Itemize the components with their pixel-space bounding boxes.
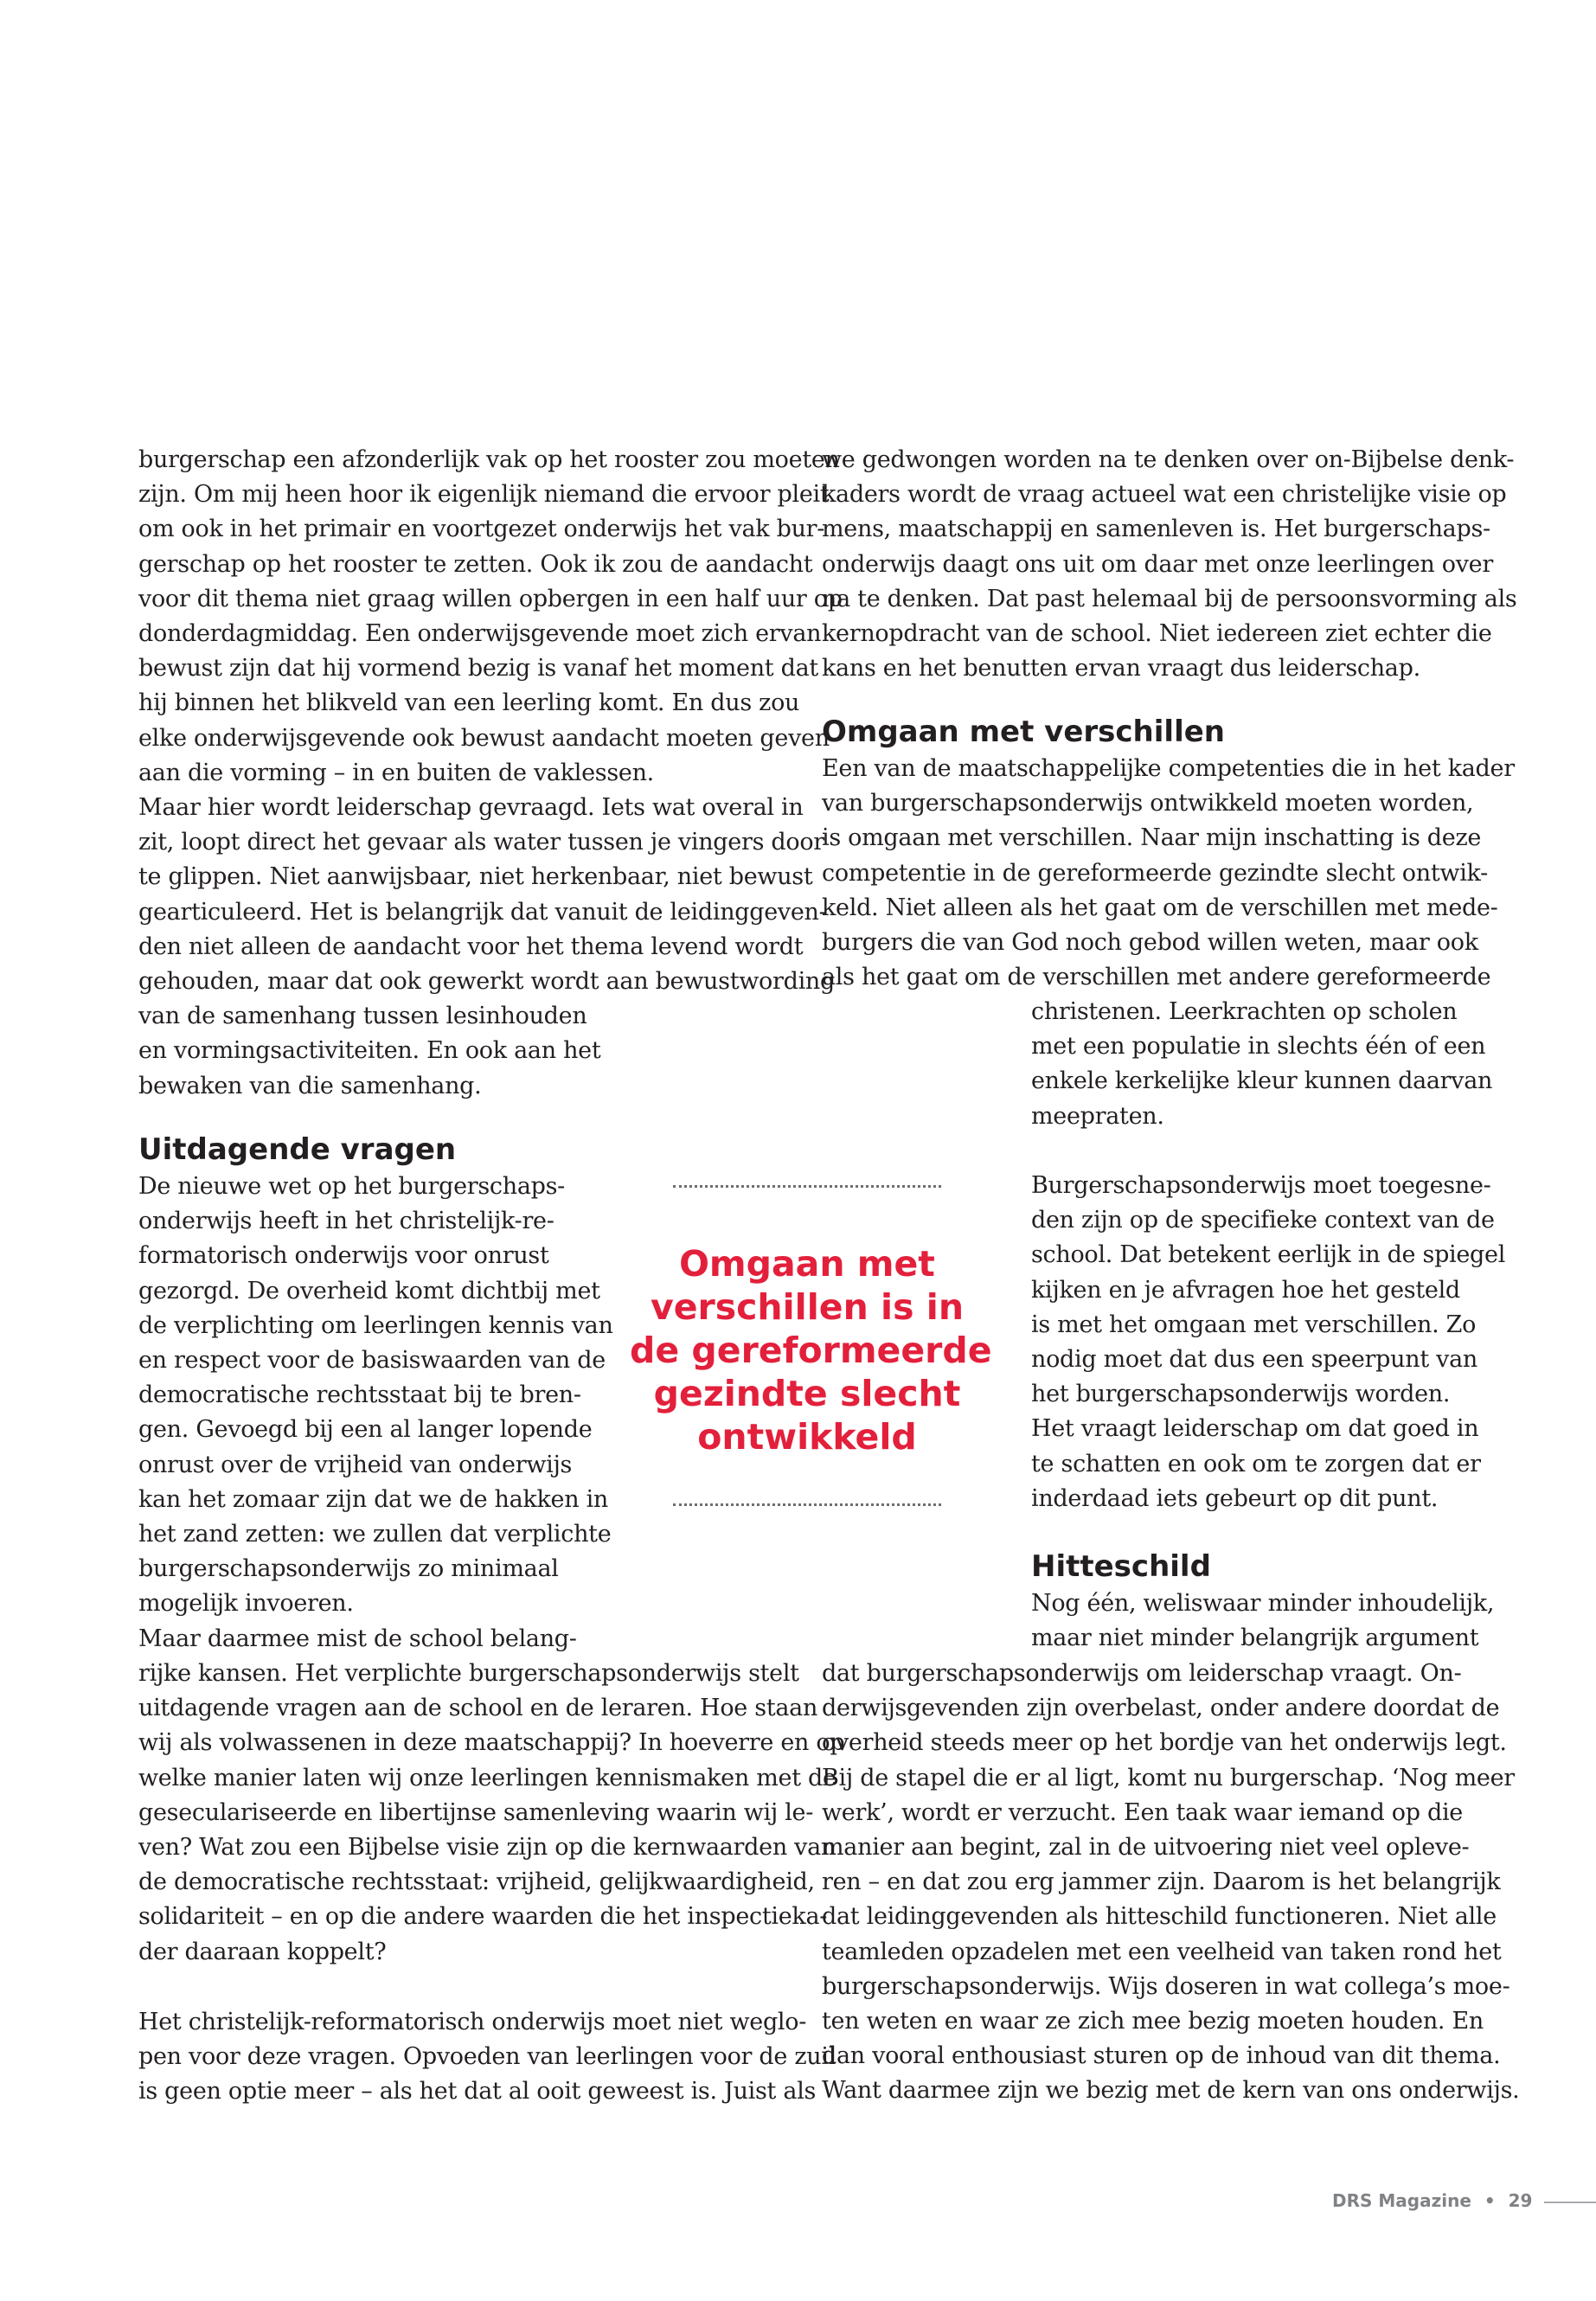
body-text-line: van burgerschapsonderwijs ontwikkeld moeten worden, <box>822 790 1474 817</box>
body-text-line: geseculariseerde en libertijnse samenleving waarin wij le- <box>138 1799 814 1826</box>
body-text-line: democratische rechtsstaat bij te bren- <box>138 1381 581 1408</box>
body-text-line: keld. Niet alleen als het gaat om de verschillen met mede- <box>822 894 1498 921</box>
body-text-line: nodig moet dat dus een speerpunt van <box>1031 1346 1477 1373</box>
body-text-line: te glippen. Niet aanwijsbaar, niet herkenbaar, niet bewust <box>138 863 813 890</box>
pull-quote-line: de gereformeerde <box>630 1330 992 1371</box>
body-text-line: bewaken van die samenhang. <box>138 1073 482 1099</box>
body-text-line: burgerschapsonderwijs. Wijs doseren in wat collega’s moe- <box>822 1973 1510 2000</box>
body-text-line: formatorisch onderwijs voor onrust <box>138 1242 549 1269</box>
body-text-line: school. Dat betekent eerlijk in de spiegel <box>1031 1241 1506 1268</box>
body-text-line: van de samenhang tussen lesinhouden <box>138 1003 587 1029</box>
body-text-line: maar niet minder belangrijk argument <box>1031 1625 1479 1651</box>
body-text-line: manier aan begint, zal in de uitvoering niet veel opleve- <box>822 1834 1470 1861</box>
body-text-line: gearticuleerd. Het is belangrijk dat vanuit de leidinggeven- <box>138 899 827 926</box>
footer-rule <box>1544 2202 1596 2203</box>
body-text-line: teamleden opzadelen met een veelheid van taken rond het <box>822 1939 1502 1965</box>
body-text-line: Het christelijk-reformatorisch onderwijs moet niet weglo- <box>138 2009 807 2035</box>
body-text-line: Maar hier wordt leiderschap gevraagd. Iets wat overal in <box>138 794 804 821</box>
body-text-line: pen voor deze vragen. Opvoeden van leerlingen voor de zuil <box>138 2043 836 2070</box>
body-text-line: competentie in de gereformeerde gezindte slecht ontwik- <box>822 860 1488 887</box>
body-text-line: Nog één, weliswaar minder inhoudelijk, <box>1031 1590 1495 1617</box>
body-text-line: Een van de maatschappelijke competenties die in het kader <box>822 755 1515 782</box>
heading-uitdagende-vragen: Uitdagende vragen <box>138 1132 457 1167</box>
body-text-line: burgerschapsonderwijs zo minimaal <box>138 1555 559 1582</box>
body-text-line: burgerschap een afzonderlijk vak op het rooster zou moeten <box>138 446 840 473</box>
body-text-line: gerschap op het rooster te zetten. Ook ik zou de aandacht <box>138 551 813 578</box>
body-text-line: onderwijs heeft in het christelijk-re- <box>138 1208 554 1234</box>
body-text-line: kijken en je afvragen hoe het gesteld <box>1031 1277 1460 1304</box>
body-text-line: onrust over de vrijheid van onderwijs <box>138 1452 573 1478</box>
body-text-line: Maar daarmee mist de school belang- <box>138 1625 577 1652</box>
body-text-line: gen. Gevoegd bij een al langer lopende <box>138 1416 593 1443</box>
body-text-line: overheid steeds meer op het bordje van het onderwijs legt. <box>822 1729 1507 1756</box>
body-text-line: rijke kansen. Het verplichte burgerschapsonderwijs stelt <box>138 1660 799 1687</box>
body-text-line: dat leidinggevenden als hitteschild functioneren. Niet alle <box>822 1903 1497 1930</box>
body-text-line: met een populatie in slechts één of een <box>1031 1033 1486 1060</box>
heading-hitteschild: Hitteschild <box>1031 1549 1211 1584</box>
body-text-line: onderwijs daagt ons uit om daar met onze leerlingen over <box>822 551 1493 578</box>
body-text-line: na te denken. Dat past helemaal bij de persoonsvorming als <box>822 586 1517 612</box>
body-text-line: en vormingsactiviteiten. En ook aan het <box>138 1037 601 1064</box>
body-text-line: De nieuwe wet op het burgerschaps- <box>138 1173 565 1200</box>
body-text-line: gehouden, maar dat ook gewerkt wordt aan bewustwording <box>138 968 836 995</box>
body-text-line: is omgaan met verschillen. Naar mijn inschatting is deze <box>822 824 1482 851</box>
body-text-line: het burgerschapsonderwijs worden. <box>1031 1381 1451 1407</box>
body-text-line: Het vraagt leiderschap om dat goed in <box>1031 1415 1479 1442</box>
body-text-line: kaders wordt de vraag actueel wat een christelijke visie op <box>822 481 1507 508</box>
body-text-line: het zand zetten: we zullen dat verplichte <box>138 1521 612 1548</box>
page-footer <box>1332 2190 1532 2211</box>
body-text-line: we gedwongen worden na te denken over on-Bijbelse denk- <box>822 446 1515 473</box>
footer-separator: • <box>1484 2190 1496 2211</box>
body-text-line: den niet alleen de aandacht voor het thema levend wordt <box>138 933 804 960</box>
page-number: 29 <box>1508 2190 1533 2211</box>
body-text-line: enkele kerkelijke kleur kunnen daarvan <box>1031 1067 1493 1094</box>
body-text-line: Want daarmee zijn we bezig met de kern van ons onderwijs. <box>822 2077 1520 2104</box>
body-text-line: voor dit thema niet graag willen opbergen in een half uur op <box>138 586 843 612</box>
body-text-line: zit, loopt direct het gevaar als water tussen je vingers door <box>138 829 824 856</box>
body-text-line: mens, maatschappij en samenleven is. Het burgerschaps- <box>822 516 1490 542</box>
pull-quote-line: gezindte slecht <box>653 1373 961 1414</box>
body-text-line: wij als volwassenen in deze maatschappij? In hoeverre en op <box>138 1729 845 1756</box>
pull-quote-top-divider <box>673 1185 941 1188</box>
body-text-line: hij binnen het blikveld van een leerling komt. En dus zou <box>138 689 800 716</box>
pull-quote-bottom-divider <box>673 1503 941 1506</box>
body-text-line: uitdagende vragen aan de school en de leraren. Hoe staan <box>138 1695 818 1721</box>
body-text-line: elke onderwijsgevende ook bewust aandacht moeten geven <box>138 725 830 752</box>
body-text-line: Bij de stapel die er al ligt, komt nu burgerschap. ‘Nog meer <box>822 1765 1515 1791</box>
body-text-line: donderdagmiddag. Een onderwijsgevende moet zich ervan <box>138 620 822 647</box>
body-text-line: de verplichting om leerlingen kennis van <box>138 1312 613 1339</box>
body-text-line: dat burgerschapsonderwijs om leiderschap vraagt. On- <box>822 1660 1462 1687</box>
magazine-name: DRS Magazine <box>1332 2190 1471 2211</box>
body-text-line: inderdaad iets gebeurt op dit punt. <box>1031 1485 1439 1512</box>
body-text-line: derwijsgevenden zijn overbelast, onder andere doordat de <box>822 1695 1500 1721</box>
body-text-line: solidariteit – en op die andere waarden die het inspectieka- <box>138 1903 828 1930</box>
body-text-line: kans en het benutten ervan vraagt dus leiderschap. <box>822 655 1420 682</box>
body-text-line: en respect voor de basiswaarden van de <box>138 1347 606 1374</box>
body-text-line: te schatten en ook om te zorgen dat er <box>1031 1451 1481 1477</box>
body-text-line: Burgerschapsonderwijs moet toegesne- <box>1031 1172 1491 1199</box>
body-text-line: aan die vorming – in en buiten de vaklessen. <box>138 760 654 786</box>
body-text-line: gezorgd. De overheid komt dichtbij met <box>138 1278 600 1304</box>
body-text-line: ten weten en waar ze zich mee bezig moeten houden. En <box>822 2008 1484 2035</box>
body-text-line: kan het zomaar zijn dat we de hakken in <box>138 1486 609 1513</box>
body-text-line: de democratische rechtsstaat: vrijheid, gelijkwaardigheid, <box>138 1868 815 1895</box>
body-text-line: mogelijk invoeren. <box>138 1590 354 1617</box>
pull-quote-line: verschillen is in <box>650 1286 965 1328</box>
body-text-line: dan vooral enthousiast sturen op de inhoud van dit thema. <box>822 2042 1501 2069</box>
body-text-line: ren – en dat zou erg jammer zijn. Daarom is het belangrijk <box>822 1868 1501 1895</box>
body-text-line: werk’, wordt er verzucht. Een taak waar iemand op die <box>822 1799 1463 1826</box>
body-text-line: om ook in het primair en voortgezet onderwijs het vak bur- <box>138 516 825 542</box>
body-text-line: christenen. Leerkrachten op scholen <box>1031 998 1458 1025</box>
body-text-line: welke manier laten wij onze leerlingen kennismaken met de <box>138 1765 836 1791</box>
body-text-line: burgers die van God noch gebod willen weten, maar ook <box>822 929 1478 956</box>
heading-omgaan-met-verschillen: Omgaan met verschillen <box>822 715 1225 749</box>
body-text-line: bewust zijn dat hij vormend bezig is vanaf het moment dat <box>138 655 818 682</box>
pull-quote-line: Omgaan met <box>679 1243 935 1285</box>
body-text-line: is met het omgaan met verschillen. Zo <box>1031 1311 1477 1338</box>
body-text-line: is geen optie meer – als het dat al ooit geweest is. Juist als <box>138 2078 817 2105</box>
body-text-line: kernopdracht van de school. Niet iedereen ziet echter die <box>822 620 1492 647</box>
body-text-line: den zijn op de specifieke context van de <box>1031 1207 1495 1234</box>
pull-quote <box>630 1176 992 1522</box>
body-text-line: ven? Wat zou een Bijbelse visie zijn op die kernwaarden van <box>138 1834 836 1861</box>
pull-quote-line: ontwikkeld <box>697 1416 917 1458</box>
body-text-line: als het gaat om de verschillen met andere gereformeerde <box>822 964 1491 990</box>
body-text-line: der daaraan koppelt? <box>138 1939 387 1965</box>
body-text-line: meepraten. <box>1031 1103 1164 1130</box>
body-text-line: zijn. Om mij heen hoor ik eigenlijk niemand die ervoor pleit <box>138 481 830 508</box>
